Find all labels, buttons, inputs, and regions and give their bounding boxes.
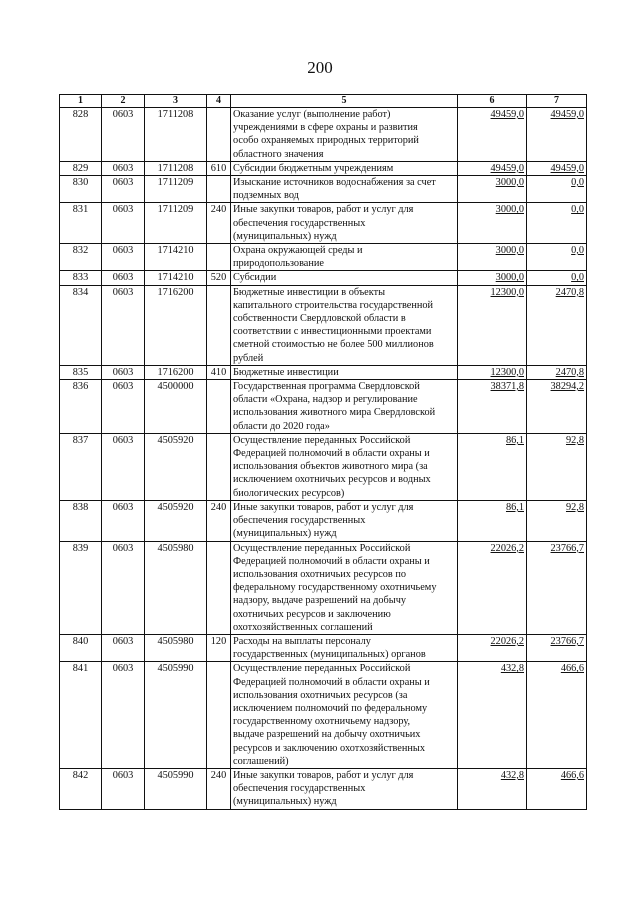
description-line: Федерацией полномочий в области охраны и <box>233 676 430 688</box>
description-line: использования охотничьих ресурсов по <box>233 568 407 580</box>
amount-2015 <box>527 500 587 541</box>
amount-2015-value: 92,8 <box>565 434 584 446</box>
description-line: использования объектов животного мира (за <box>233 461 428 473</box>
description-line: охотхозяйственных соглашений <box>233 621 373 633</box>
description-cell <box>231 365 458 379</box>
section-code: 0603 <box>102 285 145 365</box>
amount-2014 <box>458 541 527 634</box>
expense-type-code <box>207 433 231 500</box>
section-code: 0603 <box>102 108 145 162</box>
amount-2014-value: 22026,2 <box>490 635 524 647</box>
description-line: собственности Свердловской области в <box>233 313 406 325</box>
section-code: 0603 <box>102 161 145 175</box>
description-line: Изыскание источников водоснабжения за счет <box>233 177 436 189</box>
description-line: Иные закупки товаров, работ и услуг для <box>233 204 414 216</box>
page-number: 200 <box>307 58 333 77</box>
amount-2014 <box>458 203 527 244</box>
row-number: 836 <box>60 380 102 434</box>
amount-2014-value: 3000,0 <box>495 204 524 216</box>
description-line: Расходы на выплаты персоналу <box>233 635 371 647</box>
description-cell <box>231 203 458 244</box>
column-header: 5 <box>231 95 458 108</box>
article-code: 1716200 <box>145 365 207 379</box>
amount-2014 <box>458 662 527 769</box>
amount-2014-value: 3000,0 <box>495 272 524 284</box>
description-line: обеспечения государственных <box>233 783 366 795</box>
column-header: 2 <box>102 95 145 108</box>
amount-2014-value: 12300,0 <box>490 286 524 298</box>
description-line: использования охотничьих ресурсов (за <box>233 689 408 701</box>
row-number: 828 <box>60 108 102 162</box>
description-line: Осуществление переданных Российской <box>233 663 411 675</box>
table-row <box>60 176 587 203</box>
amount-2015 <box>527 662 587 769</box>
amount-2015-value: 0,0 <box>571 204 584 216</box>
table-row <box>60 108 587 162</box>
article-code: 1716200 <box>145 285 207 365</box>
description-cell <box>231 108 458 162</box>
description-cell <box>231 541 458 634</box>
description-cell <box>231 176 458 203</box>
expense-type-code <box>207 244 231 271</box>
amount-2015-value: 0,0 <box>571 245 584 257</box>
amount-2015 <box>527 380 587 434</box>
column-header: 1 <box>60 95 102 108</box>
amount-2014 <box>458 433 527 500</box>
section-code: 0603 <box>102 271 145 285</box>
row-number: 840 <box>60 634 102 661</box>
description-line: Субсидии бюджетным учреждениям <box>233 162 394 174</box>
description-line: подземных вод <box>233 190 299 202</box>
description-line: учреждениями в сфере охраны и развития <box>233 122 418 134</box>
expense-type-code <box>207 108 231 162</box>
description-line: Охрана окружающей среды и <box>233 245 363 257</box>
amount-2015 <box>527 634 587 661</box>
amount-2014-value: 432,8 <box>500 769 524 781</box>
amount-2015 <box>527 285 587 365</box>
article-code: 1714210 <box>145 244 207 271</box>
description-line: соответствии с инвестиционными проектами <box>233 326 432 338</box>
section-code: 0603 <box>102 433 145 500</box>
table-row <box>60 634 587 661</box>
article-code: 4500000 <box>145 380 207 434</box>
description-cell <box>231 768 458 809</box>
amount-2015 <box>527 244 587 271</box>
description-line: особо охраняемых природных территорий <box>233 135 419 147</box>
description-line: Субсидии <box>233 272 277 284</box>
row-number: 830 <box>60 176 102 203</box>
expense-type-code: 240 <box>207 500 231 541</box>
column-header: 7 <box>527 95 587 108</box>
article-code: 1711208 <box>145 108 207 162</box>
amount-2015-value: 466,6 <box>560 663 584 675</box>
section-code: 0603 <box>102 176 145 203</box>
description-line: охотничьих ресурсов и заключению <box>233 608 391 620</box>
amount-2015 <box>527 176 587 203</box>
amount-2015 <box>527 271 587 285</box>
description-line: рублей <box>233 352 264 364</box>
amount-2015-value: 49459,0 <box>550 162 584 174</box>
description-line: государственному охотничьему надзору, <box>233 716 411 728</box>
row-number: 832 <box>60 244 102 271</box>
amount-2014 <box>458 285 527 365</box>
amount-2014-value: 49459,0 <box>490 109 524 120</box>
amount-2014 <box>458 365 527 379</box>
row-number: 841 <box>60 662 102 769</box>
expense-type-code: 120 <box>207 634 231 661</box>
description-line: (муниципальных) нужд <box>233 796 337 808</box>
expense-type-code: 410 <box>207 365 231 379</box>
description-line: (муниципальных) нужд <box>233 230 337 242</box>
amount-2014 <box>458 108 527 162</box>
column-header: 3 <box>145 95 207 108</box>
row-number: 838 <box>60 500 102 541</box>
expense-type-code <box>207 285 231 365</box>
description-line: ресурсов и заключению охотхозяйственных <box>233 742 425 754</box>
amount-2015-value: 2470,8 <box>555 366 584 378</box>
amount-2015-value: 0,0 <box>571 177 584 189</box>
amount-2014-value: 432,8 <box>500 663 524 675</box>
section-code: 0603 <box>102 203 145 244</box>
row-number: 831 <box>60 203 102 244</box>
description-line: Федерацией полномочий в области охраны и <box>233 555 430 567</box>
amount-2015-value: 23766,7 <box>550 542 584 554</box>
description-line: Оказание услуг (выполнение работ) <box>233 109 391 120</box>
table-row <box>60 244 587 271</box>
description-line: Осуществление переданных Российской <box>233 542 411 554</box>
description-line: Иные закупки товаров, работ и услуг для <box>233 769 414 781</box>
amount-2014-value: 3000,0 <box>495 245 524 257</box>
expense-type-code <box>207 380 231 434</box>
column-header: 6 <box>458 95 527 108</box>
amount-2014-value: 38371,8 <box>490 381 524 393</box>
section-code: 0603 <box>102 380 145 434</box>
table-row <box>60 541 587 634</box>
expense-type-code <box>207 176 231 203</box>
expense-type-code <box>207 662 231 769</box>
amount-2015 <box>527 203 587 244</box>
amount-2014-value: 22026,2 <box>490 542 524 554</box>
budget-table <box>59 94 587 810</box>
amount-2015-value: 0,0 <box>571 272 584 284</box>
description-line: использования животного мира Свердловской <box>233 407 436 419</box>
row-number: 833 <box>60 271 102 285</box>
article-code: 1711208 <box>145 161 207 175</box>
description-line: биологических ресурсов) <box>233 487 345 499</box>
row-number: 829 <box>60 161 102 175</box>
article-code: 4505920 <box>145 500 207 541</box>
description-line: соглашений) <box>233 755 289 767</box>
description-line: Иные закупки товаров, работ и услуг для <box>233 501 414 513</box>
table-row <box>60 380 587 434</box>
table-row <box>60 365 587 379</box>
expense-type-code: 240 <box>207 203 231 244</box>
section-code: 0603 <box>102 541 145 634</box>
article-code: 1711209 <box>145 203 207 244</box>
article-code: 4505990 <box>145 662 207 769</box>
table-row <box>60 500 587 541</box>
amount-2014 <box>458 271 527 285</box>
amount-2014 <box>458 380 527 434</box>
row-number: 835 <box>60 365 102 379</box>
expense-type-code <box>207 541 231 634</box>
description-line: Государственная программа Свердловской <box>233 381 420 393</box>
section-code: 0603 <box>102 768 145 809</box>
section-code: 0603 <box>102 634 145 661</box>
amount-2015 <box>527 108 587 162</box>
description-line: Осуществление переданных Российской <box>233 434 411 446</box>
amount-2015-value: 466,6 <box>560 769 584 781</box>
description-line: природопользование <box>233 258 324 270</box>
section-code: 0603 <box>102 500 145 541</box>
article-code: 1711209 <box>145 176 207 203</box>
header-row <box>60 95 587 108</box>
description-line: обеспечения государственных <box>233 217 366 229</box>
description-cell <box>231 433 458 500</box>
description-cell <box>231 634 458 661</box>
description-line: федеральному государственному охотничьему <box>233 582 437 594</box>
article-code: 4505990 <box>145 768 207 809</box>
amount-2014-value: 86,1 <box>505 434 524 446</box>
article-code: 4505980 <box>145 634 207 661</box>
section-code: 0603 <box>102 662 145 769</box>
table-row <box>60 161 587 175</box>
expense-type-code: 520 <box>207 271 231 285</box>
description-line: сметной стоимостью не более 500 миллионов <box>233 339 434 351</box>
description-line: области до 2020 года» <box>233 420 330 432</box>
amount-2014 <box>458 768 527 809</box>
description-line: (муниципальных) нужд <box>233 528 337 540</box>
amount-2015-value: 92,8 <box>565 501 584 513</box>
table-row <box>60 285 587 365</box>
table-row <box>60 662 587 769</box>
amount-2014 <box>458 244 527 271</box>
section-code: 0603 <box>102 365 145 379</box>
amount-2015 <box>527 365 587 379</box>
description-line: Федерацией полномочий в области охраны и <box>233 448 430 460</box>
description-cell <box>231 662 458 769</box>
description-cell <box>231 161 458 175</box>
description-line: Бюджетные инвестиции <box>233 366 339 378</box>
row-number: 837 <box>60 433 102 500</box>
description-line: капитального строительства государственной <box>233 299 434 311</box>
amount-2014 <box>458 161 527 175</box>
amount-2015 <box>527 433 587 500</box>
description-line: исключением охотничьих ресурсов и водных <box>233 474 431 486</box>
column-header: 4 <box>207 95 231 108</box>
description-line: исключением полномочий по федеральному <box>233 702 428 714</box>
description-cell <box>231 500 458 541</box>
description-line: обеспечения государственных <box>233 515 366 527</box>
row-number: 834 <box>60 285 102 365</box>
description-line: надзору, выдаче разрешений на добычу <box>233 595 407 607</box>
expense-type-code: 240 <box>207 768 231 809</box>
description-line: области «Охрана, надзор и регулирование <box>233 394 418 406</box>
table-row <box>60 203 587 244</box>
description-cell <box>231 271 458 285</box>
article-code: 4505920 <box>145 433 207 500</box>
amount-2015 <box>527 161 587 175</box>
amount-2015-value: 38294,2 <box>550 381 584 393</box>
table-row <box>60 433 587 500</box>
amount-2015-value: 23766,7 <box>550 635 584 647</box>
description-line: Бюджетные инвестиции в объекты <box>233 286 386 298</box>
description-cell <box>231 285 458 365</box>
section-code: 0603 <box>102 244 145 271</box>
amount-2014 <box>458 500 527 541</box>
amount-2015-value: 49459,0 <box>550 109 584 120</box>
amount-2015 <box>527 768 587 809</box>
description-line: государственных (муниципальных) органов <box>233 649 426 661</box>
table-row <box>60 271 587 285</box>
amount-2014 <box>458 634 527 661</box>
amount-2015 <box>527 541 587 634</box>
row-number: 839 <box>60 541 102 634</box>
description-line: областного значения <box>233 148 324 160</box>
article-code: 4505980 <box>145 541 207 634</box>
article-code: 1714210 <box>145 271 207 285</box>
amount-2014-value: 3000,0 <box>495 177 524 189</box>
row-number: 842 <box>60 768 102 809</box>
amount-2014-value: 12300,0 <box>490 366 524 378</box>
amount-2014 <box>458 176 527 203</box>
description-line: выдаче разрешений на добычу охотничьих <box>233 729 421 741</box>
amount-2014-value: 49459,0 <box>490 162 524 174</box>
expense-type-code: 610 <box>207 161 231 175</box>
description-cell <box>231 380 458 434</box>
amount-2014-value: 86,1 <box>505 501 524 513</box>
description-cell <box>231 244 458 271</box>
amount-2015-value: 2470,8 <box>555 286 584 298</box>
table-row <box>60 768 587 809</box>
